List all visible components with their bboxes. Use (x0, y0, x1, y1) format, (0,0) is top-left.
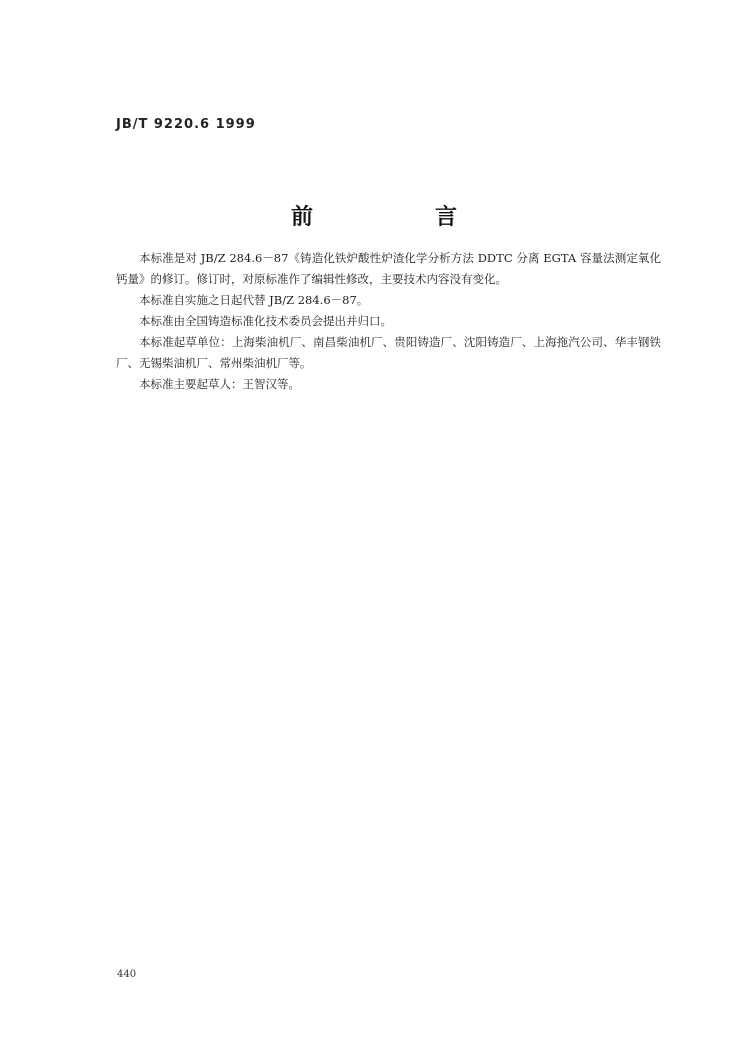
page-number: 440 (117, 969, 137, 980)
paragraph-proposer: 本标准由全国铸造标准化技术委员会提出并归口。 (139, 314, 392, 328)
page-title: 前 言 (290, 204, 507, 230)
paragraph-drafting-units: 本标准起草单位：上海柴油机厂、南昌柴油机厂、贵阳铸造厂、沈阳铸造厂、上海拖汽公司、华丰钢铁厂、无锡柴油机厂、常州柴油机厂等。 (116, 335, 661, 370)
document-code: JB/T 9220.6 1999 (116, 117, 256, 132)
paragraph-drafters: 本标准主要起草人：王智汉等。 (139, 377, 300, 391)
paragraph-replacement: 本标准自实施之日起代替 JB/Z 284.6－87。 (139, 293, 369, 307)
paragraph-revision: 本标准是对 JB/Z 284.6－87《铸造化铁炉酸性炉渣化学分析方法 DDTC 分离 EGTA 容量法测定氧化钙量》的修订。修订时，对原标准作了编辑性修改，主要技术内容没有变化。 (116, 251, 661, 286)
foreword-body (116, 248, 661, 395)
